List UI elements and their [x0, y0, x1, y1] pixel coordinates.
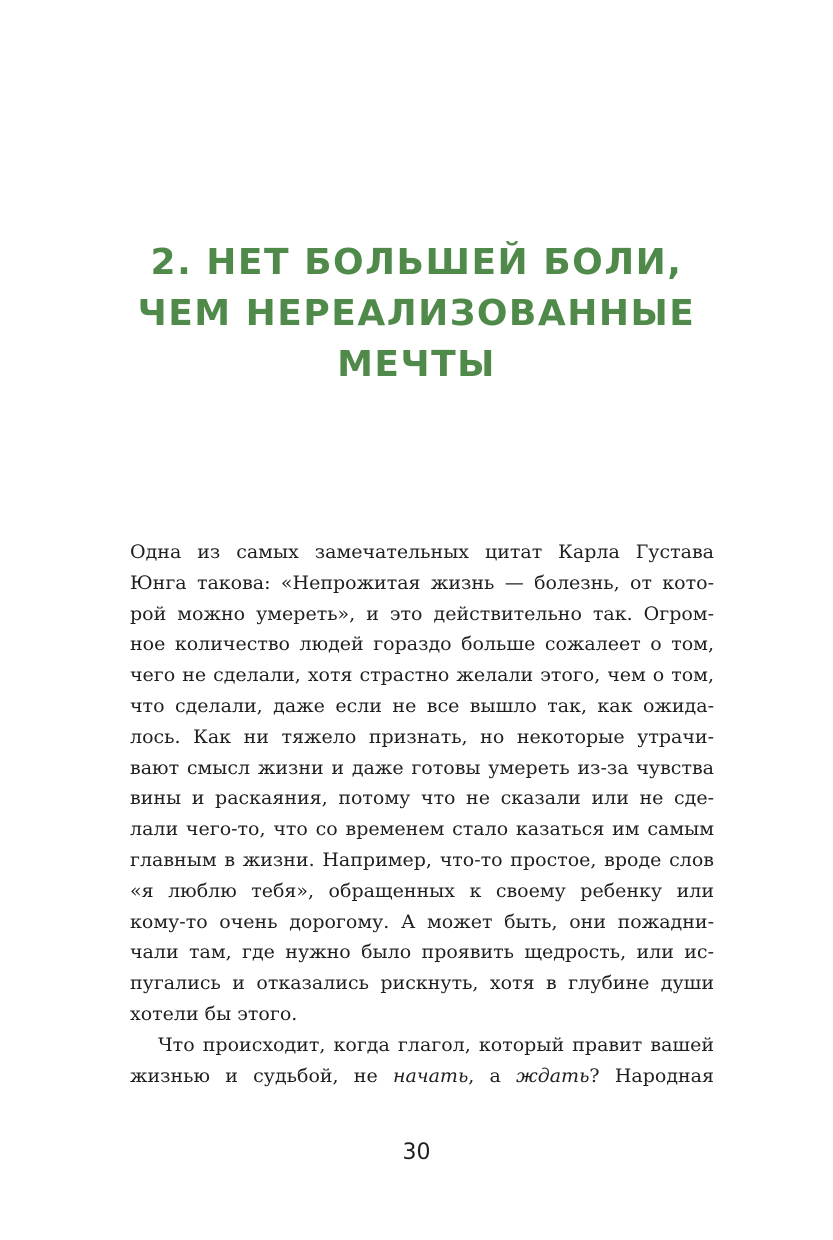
text-line: Одна из самых замечательных цитат Карла Густава: [130, 541, 714, 563]
italic-word: ждать: [516, 1064, 590, 1087]
paragraph-end-line: хотели бы этого.: [130, 1002, 298, 1025]
text-line: вают смысл жизни и даже готовы умереть из-за чувства: [130, 756, 714, 779]
text-line: чего не сделали, хотя страстно желали этого, чем о том,: [130, 664, 714, 687]
paragraph-first-line: Что происходит, когда глагол, который правит вашей: [158, 1033, 714, 1056]
italic-word: начать: [392, 1064, 469, 1087]
text-line: пугались и отказались рискнуть, хотя в глубине души: [130, 972, 714, 995]
chapter-title: [0, 237, 833, 390]
body-text: [130, 537, 714, 1091]
text-line: лали чего-то, что со временем стало казаться им самым: [130, 818, 714, 841]
text-line: главным в жизни. Например, что-то простое, вроде слов: [130, 848, 714, 871]
text-line-with-italics: [130, 1061, 714, 1092]
text-line: «я люблю тебя», обращенных к своему ребенку или: [130, 879, 714, 902]
text-line: Юнга такова: «Непрожитая жизнь — болезнь, от кото-: [130, 571, 714, 594]
text-line: вины и раскаяния, потому что не сказали или не сде-: [130, 787, 714, 810]
text-segment: , а: [468, 1064, 517, 1087]
chapter-title-line: МЕЧТЫ: [337, 344, 496, 385]
text-segment: жизнью и судьбой, не: [130, 1064, 393, 1087]
chapter-title-line: ЧЕМ НЕРЕАЛИЗОВАННЫЕ: [137, 293, 696, 334]
text-line: что сделали, даже если не все вышло так, как ожида-: [130, 694, 714, 717]
text-line: лось. Как ни тяжело признать, но некоторые утрачи-: [130, 725, 714, 748]
chapter-title-line: 2. НЕТ БОЛЬШЕЙ БОЛИ,: [150, 242, 683, 283]
text-line: кому-то очень дорогому. А может быть, они пожадни-: [130, 910, 714, 933]
text-line: ное количество людей гораздо больше сожалеет о том,: [130, 633, 714, 656]
text-line: рой можно умереть», и это действительно так. Огром-: [130, 602, 714, 625]
page-number: 30: [402, 1140, 431, 1165]
text-segment: ? Народная: [589, 1064, 714, 1087]
text-line: чали там, где нужно было проявить щедрость, или ис-: [130, 941, 714, 964]
